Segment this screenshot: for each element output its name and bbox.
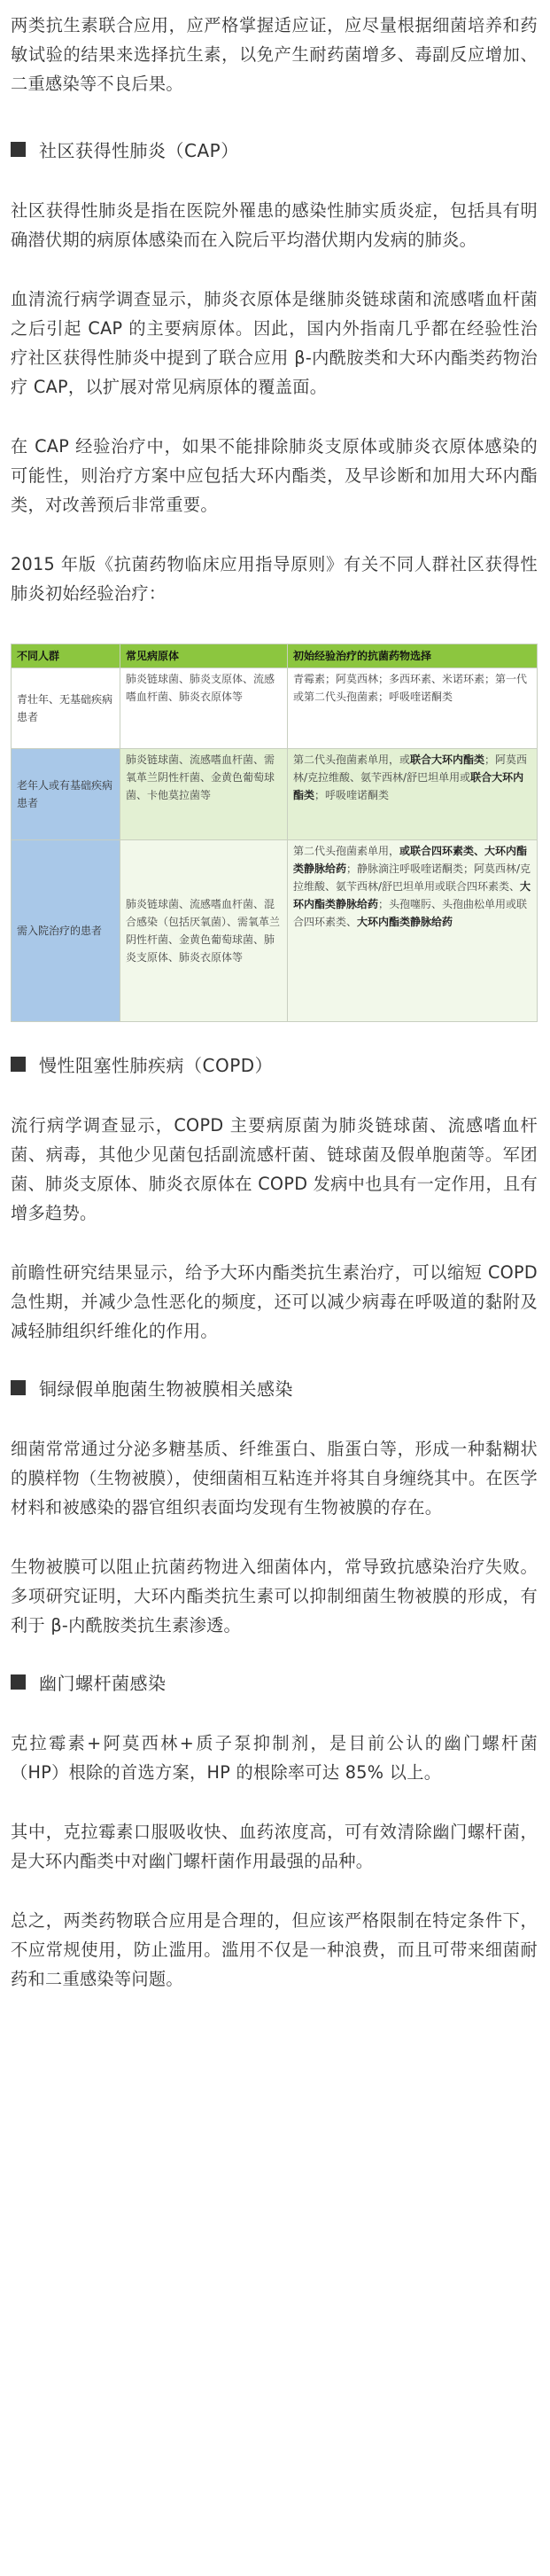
hp-paragraph-3: 总之，两类药物联合应用是合理的，但应该严格限制在特定条件下，不应常规使用，防止滥用。滥用不仅是一种浪费，而且可带来细菌耐药和二重感染等问题。	[11, 1910, 538, 1989]
pathogen-cell: 肺炎链球菌、肺炎支原体、流感嗜血杆菌、肺炎衣原体等	[120, 668, 288, 749]
section-heading-hp	[11, 1667, 538, 1697]
pathogen-cell: 肺炎链球菌、流感嗜血杆菌、需氧革兰阴性杆菌、金黄色葡萄球菌、卡他莫拉菌等	[120, 749, 288, 840]
cap-paragraph-2: 血清流行病学调查显示，肺炎衣原体是继肺炎链球菌和流感嗜血杆菌之后引起 CAP 的主要病原体。因此，国内外指南几乎都在经验性治疗社区获得性肺炎中提到了联合应用 β-内酰胺类和大环内酯类药物治疗 CAP，以扩展对常见病原体的覆盖面。	[11, 289, 538, 397]
section-heading-cap	[11, 134, 538, 164]
hp-paragraph-2: 其中，克拉霉素口服吸收快、血药浓度高，可有效清除幽门螺杆菌，是大环内酯类中对幽门螺杆菌作用最强的品种。	[11, 1822, 538, 1871]
hp-paragraph-1: 克拉霉素+阿莫西林+质子泵抑制剂，是目前公认的幽门螺杆菌（HP）根除的首选方案，HP 的根除率可达 85% 以上。	[11, 1733, 538, 1783]
square-bullet-icon	[11, 1380, 26, 1395]
copd-paragraph-2: 前瞻性研究结果显示，给予大环内酯类抗生素治疗，可以缩短 COPD 急性期，并减少急性恶化的频度，还可以减少病毒在呼吸道的黏附及减轻肺组织纤维化的作用。	[11, 1262, 538, 1341]
header-cell: 常见病原体	[120, 644, 288, 668]
heading-text: 社区获得性肺炎（CAP）	[39, 139, 239, 161]
group-cell: 需入院治疗的患者	[12, 840, 120, 1022]
table-row	[12, 840, 538, 1022]
cap-paragraph-4: 2015 年版《抗菌药物临床应用指导原则》有关不同人群社区获得性肺炎初始经验治疗：	[11, 554, 538, 604]
biofilm-paragraph-1: 细菌常常通过分泌多糖基质、纤维蛋白、脂蛋白等，形成一种黏糊状的膜样物（生物被膜），使细菌相互粘连并将其自身缠绕其中。在医学材料和被感染的器官组织表面均发现有生物被膜的存在。	[11, 1439, 538, 1518]
treatment-cell: 第二代头孢菌素单用，或联合大环内酯类；阿莫西林/克拉维酸、氨苄西林/舒巴坦单用或联合大环内酯类；呼吸喹诺酮类	[288, 749, 538, 840]
article	[0, 11, 550, 1994]
section-heading-biofilm	[11, 1372, 538, 1402]
group-cell: 老年人或有基础疾病患者	[12, 749, 120, 840]
treatment-cell: 青霉素；阿莫西林；多西环素、米诺环素；第一代或第二代头孢菌素；呼吸喹诺酮类	[288, 668, 538, 749]
cap-paragraph-1: 社区获得性肺炎是指在医院外罹患的感染性肺实质炎症，包括具有明确潜伏期的病原体感染而在入院后平均潜伏期内发病的肺炎。	[11, 200, 538, 250]
table-header-row	[12, 644, 538, 668]
group-cell: 青壮年、无基础疾病患者	[12, 668, 120, 749]
copd-paragraph-1: 流行病学调查显示，COPD 主要病原菌为肺炎链球菌、流感嗜血杆菌、病毒，其他少见菌包括副流感杆菌、链球菌及假单胞菌等。军团菌、肺炎支原体、肺炎衣原体在 COPD 发病中也具有一定作用，且有增多趋势。	[11, 1115, 538, 1223]
pathogen-cell: 肺炎链球菌、流感嗜血杆菌、混合感染（包括厌氧菌）、需氧革兰阴性杆菌、金黄色葡萄球菌、肺炎支原体、肺炎衣原体等	[120, 840, 288, 1022]
biofilm-paragraph-2: 生物被膜可以阻止抗菌药物进入细菌体内，常导致抗感染治疗失败。多项研究证明，大环内酯类抗生素可以抑制细菌生物被膜的形成，有利于 β-内酰胺类抗生素渗透。	[11, 1557, 538, 1635]
section-heading-copd	[11, 1049, 538, 1079]
cap-treatment-table	[11, 644, 538, 1022]
square-bullet-icon	[11, 142, 26, 157]
header-cell: 初始经验治疗的抗菌药物选择	[288, 644, 538, 668]
heading-text: 幽门螺杆菌感染	[39, 1672, 167, 1694]
cap-paragraph-3: 在 CAP 经验治疗中，如果不能排除肺炎支原体或肺炎衣原体感染的可能性，则治疗方案中应包括大环内酯类，及早诊断和加用大环内酯类，对改善预后非常重要。	[11, 436, 538, 515]
treatment-cell: 第二代头孢菌素单用，或联合四环素类、大环内酯类静脉给药；静脉滴注呼吸喹诺酮类；阿莫西林/克拉维酸、氨苄西林/舒巴坦单用或联合四环素类、大环内酯类静脉给药；头孢噻肟、头孢曲松单用或联合四环素类、大环内酯类静脉给药	[288, 840, 538, 1022]
heading-text: 慢性阻塞性肺疾病（COPD）	[39, 1054, 274, 1076]
heading-text: 铜绿假单胞菌生物被膜相关感染	[39, 1378, 293, 1400]
table-row	[12, 668, 538, 749]
table-row	[12, 749, 538, 840]
intro-paragraph: 两类抗生素联合应用，应严格掌握适应证，应尽量根据细菌培养和药敏试验的结果来选择抗生素，以免产生耐药菌增多、毒副反应增加、二重感染等不良后果。	[11, 15, 538, 94]
square-bullet-icon	[11, 1674, 26, 1690]
square-bullet-icon	[11, 1057, 26, 1072]
header-cell: 不同人群	[12, 644, 120, 668]
